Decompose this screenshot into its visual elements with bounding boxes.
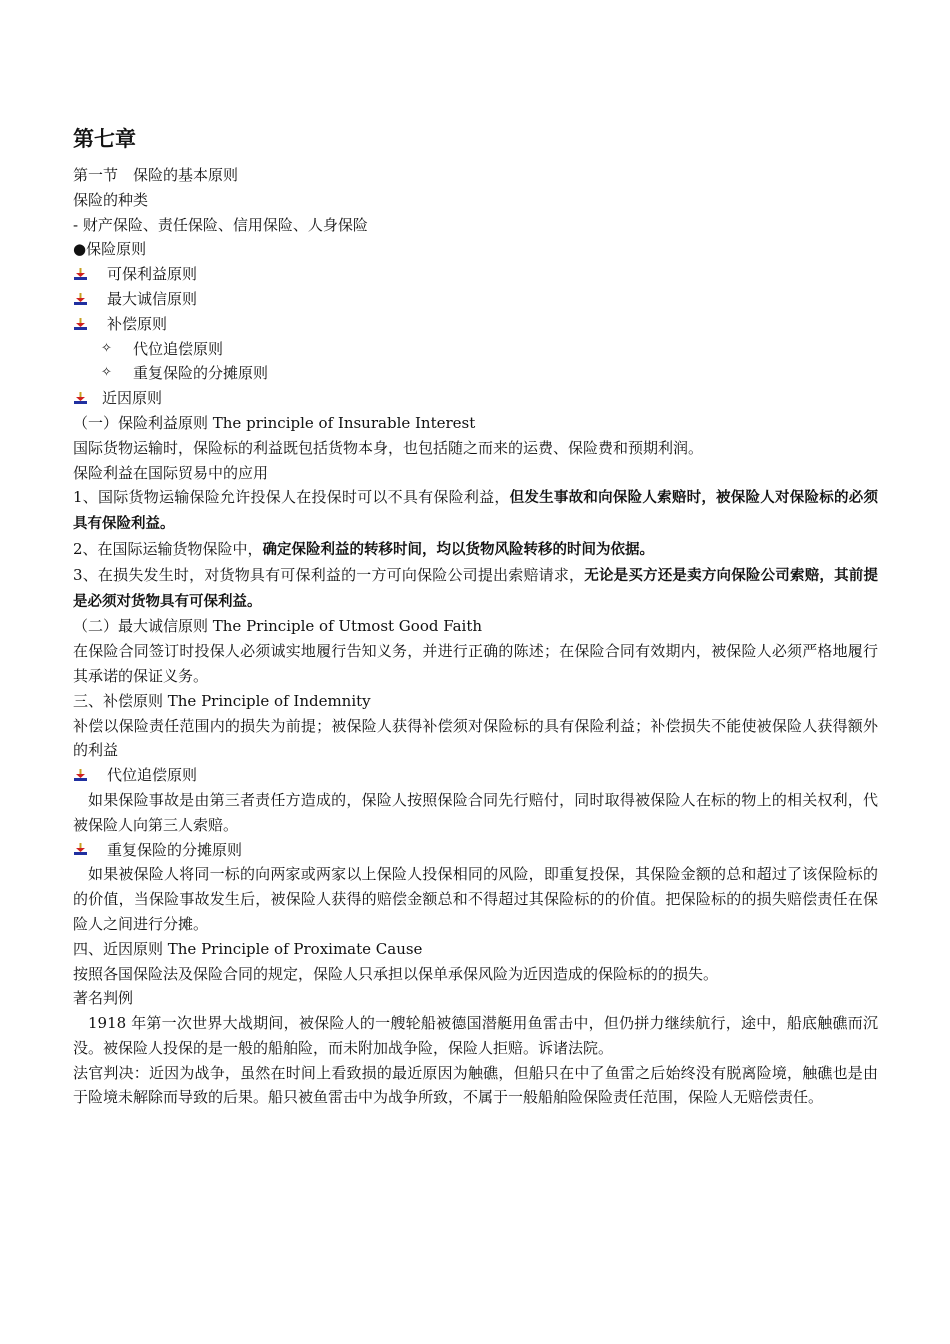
arrow-bullet-icon xyxy=(74,843,87,856)
arrow-bullet-icon xyxy=(74,318,87,331)
p1-title: （一）保险利益原则 The principle of Insurable Interest xyxy=(73,413,476,432)
section-title: 第一节 保险的基本原则 xyxy=(73,166,239,184)
p3-sub1-body: 如果保险事故是由第三者责任方造成的，保险人按照保险合同先行赔付，同时取得被保险人在标的物上的相关权利，代被保险人向第三人索赔。 xyxy=(73,790,878,834)
arrow-bullet-icon xyxy=(74,392,87,405)
types-list: - 财产保险、责任保险、信用保险、人身保险 xyxy=(73,215,368,234)
sub-principle-item xyxy=(73,337,878,362)
arrow-bullet-icon xyxy=(74,293,87,306)
p1-item-3-bold: 无论是买方还是卖方向保险公司索赔，其前提是必须对货物具有可保利益。 xyxy=(73,567,878,610)
diamond-bullet-icon: ✧ xyxy=(101,340,112,356)
principle-label: 可保利益原则 xyxy=(107,265,198,284)
p3-sub2-body: 如果被保险人将同一标的向两家或两家以上保险人投保相同的风险，即重复投保，其保险金额的总和超过了该保险标的的价值，当保险事故发生后，被保险人获得的赔偿金额总和不得超过其保险标的的价值。把保险标的的损失赔偿责任在保险人之间进行分摊。 xyxy=(73,865,878,933)
p3-title: 三、补偿原则 The Principle of Indemnity xyxy=(73,691,371,710)
case-body: 1918 年第一次世界大战期间，被保险人的一艘轮船被德国潜艇用鱼雷击中，但仍拼力继续航行，途中，船底触礁而沉没。被保险人投保的是一般的船舶险，而未附加战争险，保险人拒赔。诉诸法院。 xyxy=(73,1014,878,1057)
principles-heading: ●保险原则 xyxy=(73,240,147,259)
p4-body: 按照各国保险法及保险合同的规定，保险人只承担以保单承保风险为近因造成的保险标的的损失。 xyxy=(73,964,719,983)
principle-item xyxy=(73,287,878,312)
p3-sub2-title: 重复保险的分摊原则 xyxy=(107,840,243,859)
p1-item-3-text: 3、在损失发生时，对货物具有可保利益的一方可向保险公司提出索赔请求， xyxy=(73,565,585,584)
p1-item-3 xyxy=(73,563,878,615)
p3-sub-heading xyxy=(73,838,878,863)
p1-item-1-text: 1、国际货物运输保险允许投保人在投保时可以不具有保险利益， xyxy=(73,488,510,507)
p1-item-2 xyxy=(73,537,878,563)
principle-item xyxy=(73,312,878,337)
p4-title: 四、近因原则 The Principle of Proximate Cause xyxy=(73,939,423,958)
p2-title: （二）最大诚信原则 The Principle of Utmost Good Faith xyxy=(73,617,483,636)
types-heading: 保险的种类 xyxy=(73,190,149,209)
principle-label: 补偿原则 xyxy=(107,314,168,333)
arrow-bullet-icon xyxy=(74,268,87,281)
p3-body: 补偿以保险责任范围内的损失为前提；被保险人获得补偿须对保险标的具有保险利益；补偿损失不能使被保险人获得额外的利益 xyxy=(73,716,878,760)
principle-item xyxy=(73,386,878,411)
sub-principle-label: 代位追偿原则 xyxy=(133,339,224,358)
p1-item-1-bold: 但发生事故和向保险人索赔时，被保险人对保险标的必须具有保险利益。 xyxy=(73,490,879,533)
document-page xyxy=(73,120,878,1110)
p1-item-1 xyxy=(73,485,878,537)
diamond-bullet-icon: ✧ xyxy=(101,365,112,381)
sub-principle-item xyxy=(73,361,878,386)
p1-item-2-text: 2、在国际运输货物保险中， xyxy=(73,539,263,558)
case-heading: 著名判例 xyxy=(73,989,134,1008)
p1-item-2-bold: 确定保险利益的转移时间，均以货物风险转移的时间为依据。 xyxy=(262,541,655,558)
verdict: 法官判决：近因为战争，虽然在时间上看致损的最近原因为触礁，但船只在中了鱼雷之后始终没有脱离险境，触礁也是由于险境未解除而导致的后果。船只被鱼雷击中为战争所致，不属于一般船舶险保险责任范围，保险人无赔偿责任。 xyxy=(73,1063,878,1107)
sub-principle-label: 重复保险的分摊原则 xyxy=(133,364,269,383)
p3-sub1-title: 代位追偿原则 xyxy=(107,766,198,785)
principle-label: 近因原则 xyxy=(102,389,163,408)
arrow-bullet-icon xyxy=(74,769,87,782)
principle-item xyxy=(73,262,878,287)
p1-body: 国际货物运输时，保险标的利益既包括货物本身，也包括随之而来的运费、保险费和预期利润。 xyxy=(73,438,704,457)
p1-application-heading: 保险利益在国际贸易中的应用 xyxy=(73,463,269,482)
chapter-title: 第七章 xyxy=(73,127,136,151)
p3-sub-heading xyxy=(73,763,878,788)
p2-body: 在保险合同签订时投保人必须诚实地履行告知义务，并进行正确的陈述；在保险合同有效期内，被保险人必须严格地履行其承诺的保证义务。 xyxy=(73,642,878,685)
principle-label: 最大诚信原则 xyxy=(107,289,198,308)
